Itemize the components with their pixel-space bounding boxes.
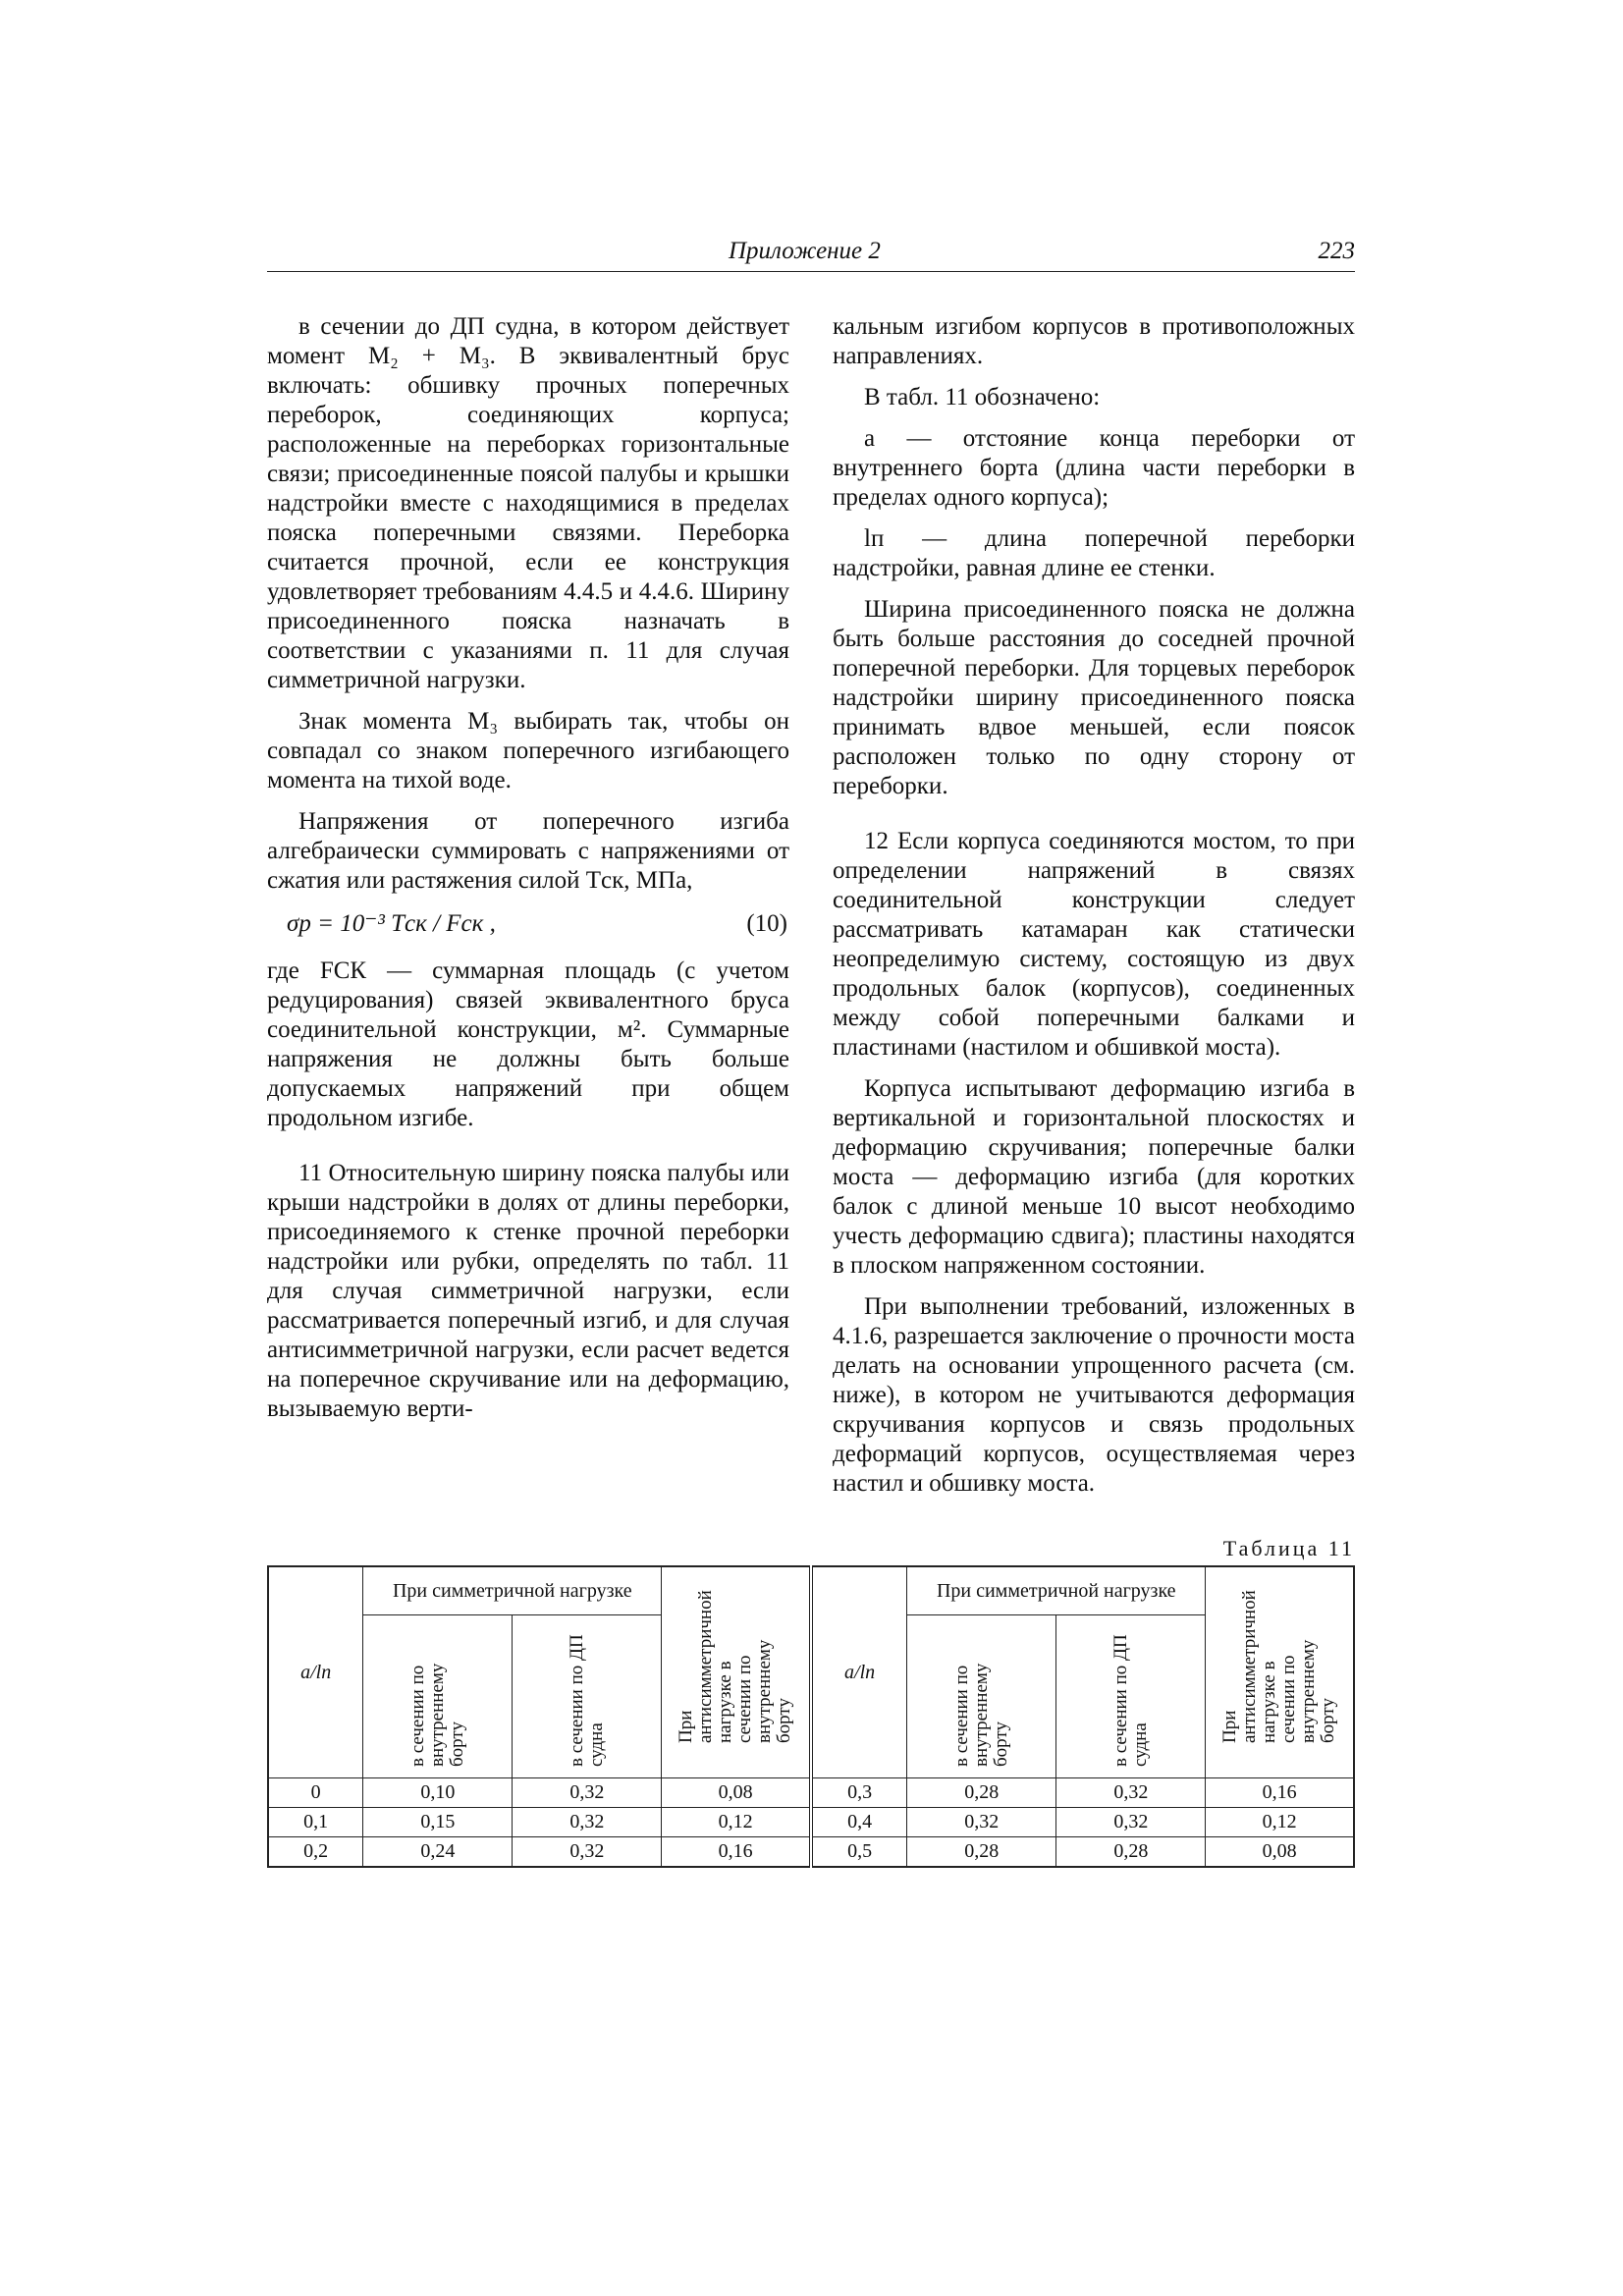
header-ratio-2: a/lп [811, 1566, 907, 1778]
cell-inner: 0,24 [363, 1836, 513, 1867]
table-row [268, 1836, 1354, 1867]
paragraph: Напряжения от поперечного изгиба алгебраически суммировать с напряжениями от сжатия или растяжения силой Tск, МПа, [267, 808, 789, 894]
paragraph-section-12: 12 Если корпуса соединяются мостом, то при определении напряжений в связях соединительной конструкции следует рассматривать катамаран как статически неопределимую систему, состоящую из двух продольных балок (корпусов), соединенных между собой поперечными балками и пластинами (настилом и обшивкой моста). [833, 828, 1355, 1061]
cell-a: 0,1 [268, 1808, 363, 1837]
paragraph: В табл. 11 обозначено: [864, 384, 1101, 410]
paragraph: Знак момента M₃ выбирать так, чтобы он совпадал со знаком поперечного изгибающего момента на тихой воде. [267, 708, 789, 793]
definition-a: a — отстояние конца переборки от внутреннего борта (длина части переборки в пределах одного корпуса); [833, 425, 1355, 511]
header-inner-board: в сечении по внутреннему борту [363, 1614, 513, 1777]
cell-anti: 0,16 [1206, 1778, 1354, 1808]
cell-dp: 0,32 [1056, 1808, 1206, 1837]
header-antisymmetric-2: При антисимметричной нагрузке в сечении по внутреннему борту [1206, 1566, 1354, 1778]
table-row [268, 1778, 1354, 1808]
table-11 [267, 1565, 1355, 1868]
cell-anti: 0,08 [1206, 1836, 1354, 1867]
equation-10 [267, 909, 789, 943]
paragraph: Корпуса испытывают деформацию изгиба в вертикальной и горизонтальной плоскостях и деформацию скручивания; поперечные балки моста — деформацию изгиба (для коротких балок с длиной меньше 10 высот необходимо учесть деформацию сдвига); пластины находятся в плоском напряженном состоянии. [833, 1075, 1355, 1279]
cell-inner: 0,28 [907, 1836, 1056, 1867]
cell-inner: 0,10 [363, 1778, 513, 1808]
cell-anti: 0,08 [662, 1778, 811, 1808]
cell-dp: 0,28 [1056, 1836, 1206, 1867]
definition-lp: lп — длина поперечной переборки надстройки, равная длине ее стенки. [833, 525, 1355, 581]
running-header [267, 236, 1355, 272]
cell-a: 0 [268, 1778, 363, 1808]
cell-anti: 0,16 [662, 1836, 811, 1867]
cell-dp: 0,32 [513, 1778, 662, 1808]
header-dp: в сечении по ДП судна [513, 1614, 662, 1777]
paragraph: Ширина присоединенного пояска не должна быть больше расстояния до соседней прочной поперечной переборки. Для торцевых переборок надстройки ширину присоединенного пояска принимать вдвое меньшей, если поясок расположен только по одну сторону от переборки. [833, 596, 1355, 799]
table-row [268, 1808, 1354, 1837]
page-number: 223 [1318, 238, 1355, 264]
cell-a: 0,3 [811, 1778, 907, 1808]
cell-inner: 0,28 [907, 1778, 1056, 1808]
equation-number: (10) [746, 910, 787, 937]
paragraph: где FСК — суммарная площадь (с учетом редуцирования) связей эквивалентного бруса соединительной конструкции, м². Суммарные напряжения не должны быть больше допускаемых напряжений при общем продольном изгибе. [267, 957, 789, 1131]
cell-anti: 0,12 [1206, 1808, 1354, 1837]
cell-a: 0,2 [268, 1836, 363, 1867]
header-ratio: a/lп [268, 1566, 363, 1778]
right-column [833, 312, 1355, 1510]
cell-dp: 0,32 [1056, 1778, 1206, 1808]
cell-inner: 0,32 [907, 1808, 1056, 1837]
left-column [267, 312, 789, 1436]
equation-body: σр = 10⁻³ Tск / Fск , [287, 910, 496, 937]
cell-dp: 0,32 [513, 1836, 662, 1867]
header-dp-2: в сечении по ДП судна [1056, 1614, 1206, 1777]
cell-dp: 0,32 [513, 1808, 662, 1837]
paragraph: в сечении до ДП судна, в котором действует момент M₂ + M₃. В эквивалентный брус включать: обшивку прочных поперечных переборок, соединяющих корпуса; расположенные на переборках горизонтальные связи; присоединенные поясой палубы и крышки надстройки вместе с находящимися в пределах пояска поперечными связями. Переборка считается прочной, если ее конструкция удовлетворяет требованиям 4.4.5 и 4.4.6. Ширину присоединенного пояска назначать в соответствии с указаниями п. 11 для случая симметричной нагрузки. [267, 313, 789, 693]
paragraph-section-11: 11 Относительную ширину пояска палубы или крыши надстройки в долях от длины переборки, присоединяемого к стенке прочной переборки надстройки или рубки, определять по табл. 11 для случая симметричной нагрузки, если рассматривается поперечный изгиб, и для случая антисимметричной нагрузки, если расчет ведется на поперечное скручивание или на деформацию, вызываемую верти- [267, 1160, 789, 1422]
header-antisymmetric: При антисимметричной нагрузке в сечении по внутреннему борту [662, 1566, 811, 1778]
header-inner-board-2: в сечении по внутреннему борту [907, 1614, 1056, 1777]
header-symmetric-group: При симметричной нагрузке [363, 1566, 662, 1614]
paragraph: кальным изгибом корпусов в противоположных направлениях. [833, 313, 1355, 369]
header-title: Приложение 2 [729, 238, 881, 264]
cell-a: 0,5 [811, 1836, 907, 1867]
cell-a: 0,4 [811, 1808, 907, 1837]
table-caption: Таблица 11 [1222, 1536, 1355, 1560]
header-symmetric-group-2: При симметричной нагрузке [907, 1566, 1206, 1614]
cell-anti: 0,12 [662, 1808, 811, 1837]
cell-inner: 0,15 [363, 1808, 513, 1837]
paragraph: При выполнении требований, изложенных в 4.1.6, разрешается заключение о прочности моста делать на основании упрощенного расчета (см. ниже), в котором не учитываются деформация скручивания корпусов и связь продольных деформаций корпусов, осуществляемая через настил и обшивку моста. [833, 1293, 1355, 1497]
